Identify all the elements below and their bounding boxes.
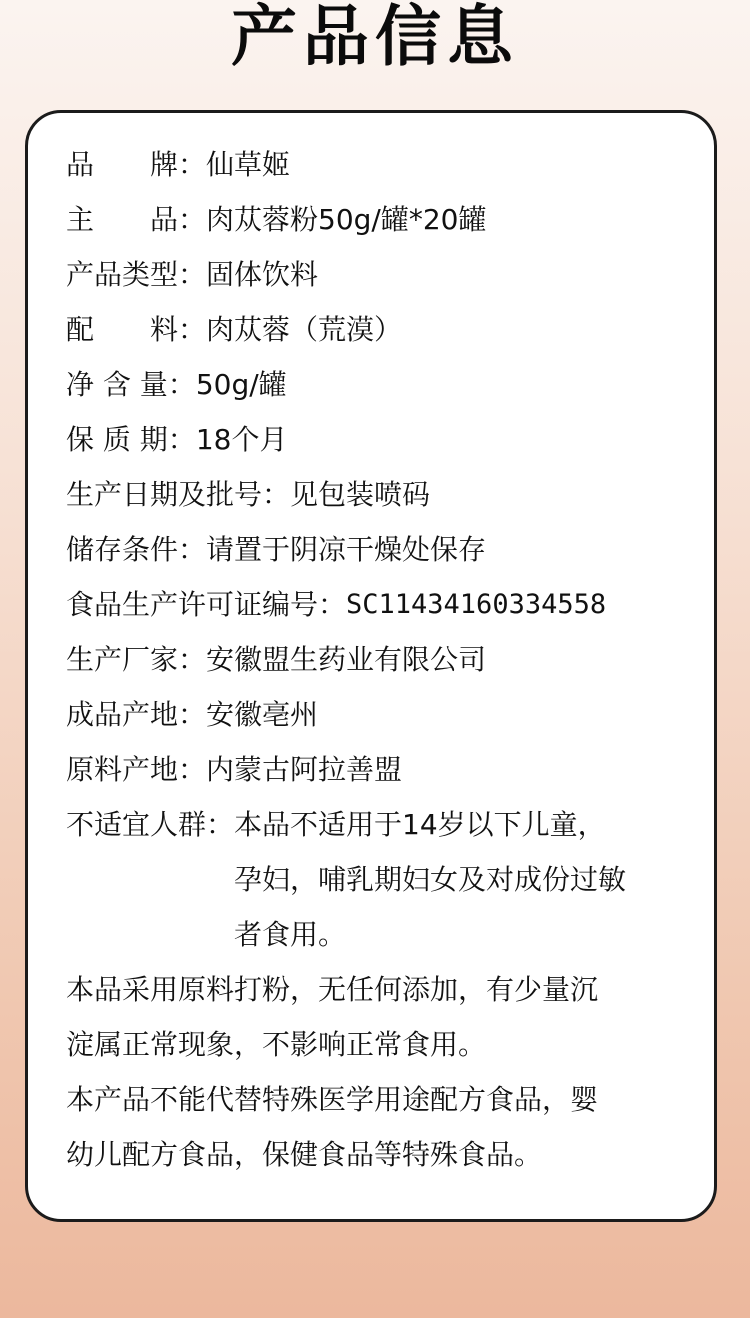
production-date-label: 生产日期及批号：	[66, 478, 291, 511]
unsuitable-line-1: 本品不适用于14岁以下儿童，	[234, 808, 606, 841]
net-content-value: 50g/罐	[195, 368, 287, 401]
info-row-ingredients	[66, 302, 686, 357]
note-paragraph-disclaimer	[66, 1072, 686, 1182]
info-row-main-product	[66, 192, 686, 247]
main-product-value: 肉苁蓉粉50g/罐*20罐	[206, 203, 487, 236]
note-1-line-1: 本品采用原料打粉，无任何添加，有少量沉	[66, 973, 599, 1006]
info-row-production-date	[66, 467, 686, 522]
material-origin-value: 内蒙古阿拉善盟	[206, 753, 403, 786]
production-date-value: 见包装喷码	[290, 478, 431, 511]
product-type-value: 固体饮料	[206, 258, 319, 291]
unsuitable-label: 不适宜人群：	[66, 808, 235, 841]
shelf-life-value: 18个月	[195, 423, 288, 456]
brand-value: 仙草姬	[206, 148, 291, 181]
info-row-brand	[66, 137, 686, 192]
manufacturer-value: 安徽盟生药业有限公司	[206, 643, 487, 676]
info-row-material-origin	[66, 742, 686, 797]
brand-label: 品 牌：	[66, 148, 207, 181]
license-value: SC11434160334558	[346, 589, 607, 620]
unsuitable-line-2: 孕妇，哺乳期妇女及对成份过敏	[234, 863, 627, 896]
info-row-storage	[66, 522, 686, 577]
product-type-label: 产品类型：	[66, 258, 207, 291]
product-info-card	[25, 110, 717, 1222]
info-row-shelf-life	[66, 412, 686, 467]
product-origin-value: 安徽亳州	[206, 698, 319, 731]
note-2-line-2: 幼儿配方食品，保健食品等特殊食品。	[66, 1138, 543, 1171]
info-row-product-type	[66, 247, 686, 302]
info-row-product-origin	[66, 687, 686, 742]
storage-label: 储存条件：	[66, 533, 207, 566]
note-paragraph-sediment	[66, 962, 686, 1072]
info-row-net-content	[66, 357, 686, 412]
main-product-label: 主 品：	[66, 203, 207, 236]
page-title: 产品信息	[231, 0, 519, 75]
note-2-line-1: 本产品不能代替特殊医学用途配方食品，婴	[66, 1083, 599, 1116]
license-label: 食品生产许可证编号：	[66, 588, 347, 621]
product-origin-label: 成品产地：	[66, 698, 207, 731]
unsuitable-line-3: 者食用。	[234, 918, 347, 951]
note-1-line-2: 淀属正常现象，不影响正常食用。	[66, 1028, 487, 1061]
material-origin-label: 原料产地：	[66, 753, 207, 786]
ingredients-value: 肉苁蓉（荒漠）	[206, 313, 403, 346]
manufacturer-label: 生产厂家：	[66, 643, 207, 676]
unsuitable-value	[234, 797, 626, 962]
info-row-license	[66, 577, 686, 632]
net-content-label: 净 含 量：	[66, 368, 196, 401]
shelf-life-label: 保 质 期：	[66, 423, 196, 456]
storage-value: 请置于阴凉干燥处保存	[206, 533, 487, 566]
info-row-unsuitable-groups	[66, 797, 686, 962]
info-row-manufacturer	[66, 632, 686, 687]
product-info-list	[66, 137, 686, 1182]
ingredients-label: 配 料：	[66, 313, 207, 346]
